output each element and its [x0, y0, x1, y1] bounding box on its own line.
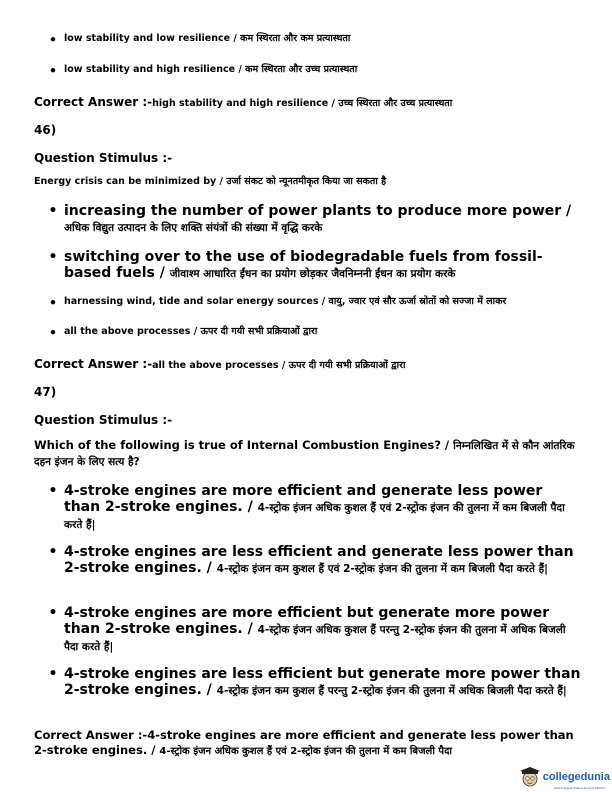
question-stimulus-label: Question Stimulus :- — [34, 413, 173, 427]
q47-option-2 — [64, 544, 582, 577]
option-en: 4-stroke engines are more efficient and generate less power than 2-stroke engines. / — [64, 483, 543, 515]
question-number: 46) — [34, 123, 57, 137]
correct-answer-text: all the above processes / ऊपर दी गयी सभी प्रक्रियाओं द्वारा — [152, 360, 406, 371]
question-stimulus — [34, 438, 584, 470]
logo-brand-text: collegedunia — [542, 771, 610, 783]
bullet: • — [49, 63, 57, 78]
option-hi: अधिक विद्युत उत्पादन के लिए शक्ति संयंत्रों की संख्या में वृद्धि करके — [64, 222, 323, 234]
q46-option-2 — [64, 249, 582, 282]
q46-option-1 — [64, 203, 582, 236]
q47-option-3 — [64, 605, 582, 655]
option-en: 4-stroke engines are less efficient but generate more power than 2-stroke engines. / — [64, 666, 581, 698]
bullet: • — [48, 666, 58, 682]
correct-answer-hi: 4-स्ट्रोक इंजन अधिक कुशल हैं एवं 2-स्ट्रोक इंजन की तुलना में कम बिजली पैदा — [159, 746, 452, 757]
question-number: 47) — [34, 385, 57, 399]
graduate-mascot-icon — [519, 766, 541, 788]
question-stimulus: Energy crisis can be minimized by / उर्जा संकट को न्यूनतमीकृत किया जा सकता है — [34, 176, 387, 187]
bullet: • — [48, 605, 58, 621]
logo-tagline: India's largest Student Review Platform — [553, 786, 606, 790]
correct-answer-label: Correct Answer :- — [34, 95, 153, 109]
bullet: • — [48, 203, 58, 219]
stimulus-en: Which of the following is true of Internal Combustion Engines? / — [34, 438, 450, 452]
option-en: increasing the number of power plants to produce more power / — [64, 203, 572, 219]
correct-answer-label: Correct Answer :- — [34, 728, 148, 742]
option-en: 4-stroke engines are less efficient and generate less power than 2-stroke engines. / — [64, 544, 574, 576]
question-stimulus-label: Question Stimulus :- — [34, 151, 173, 165]
bullet: • — [48, 249, 58, 265]
option-hi: 4-स्ट्रोक इंजन कम कुशल हैं परन्तु 2-स्ट्रोक इंजन की तुलना में अधिक बिजली पैदा करते हैं| — [216, 685, 567, 697]
option-hi: जीवाश्म आधारित ईंधन का प्रयोग छोड़कर जैवनिम्ननी ईंधन का प्रयोग करके — [169, 268, 456, 280]
bullet: • — [48, 483, 58, 499]
stimulus-hi: निम्नलिखित में से कौन आंतरिक दहन इंजन के लिए सत्य है? — [34, 440, 575, 468]
q45-correct-answer — [34, 91, 584, 110]
q47-correct-answer — [34, 728, 584, 759]
correct-answer-en: 4-stroke engines are more efficient and generate less power than 2-stroke engines. / — [34, 728, 574, 757]
correct-answer-label: Correct Answer :- — [34, 357, 153, 371]
q46-option-3: harnessing wind, tide and solar energy sources / वायु, ज्वार एवं सौर ऊर्जा स्रोतों को सज्जा में लाकर — [64, 296, 507, 307]
option-en: switching over to the use of biodegradable fuels from fossil-based fuels / — [64, 249, 543, 281]
q46-option-4: all the above processes / ऊपर दी गयी सभी प्रक्रियाओं द्वारा — [64, 326, 318, 337]
bullet: • — [49, 32, 57, 47]
q45-option-3: low stability and low resilience / कम स्थिरता और कम प्रत्यास्थता — [64, 33, 351, 44]
option-hi: 4-स्ट्रोक इंजन अधिक कुशल हैं एवं 2-स्ट्रोक इंजन की तुलना में कम बिजली पैदा करते हैं| — [64, 502, 565, 531]
option-hi: 4-स्ट्रोक इंजन कम कुशल हैं एवं 2-स्ट्रोक इंजन की तुलना में कम बिजली पैदा करते हैं| — [216, 563, 548, 575]
collegedunia-logo — [519, 766, 610, 788]
q46-correct-answer — [34, 353, 584, 372]
bullet: • — [48, 544, 58, 560]
bullet: • — [49, 325, 57, 340]
q47-option-4 — [64, 666, 582, 699]
q47-option-1 — [64, 483, 582, 533]
bullet: • — [49, 295, 57, 310]
correct-answer-text: high stability and high resilience / उच्च स्थिरता और उच्च प्रत्यास्थता — [152, 98, 453, 109]
q45-option-4: low stability and high resilience / कम स्थिरता और उच्च प्रत्यास्थता — [64, 64, 358, 75]
option-en: 4-stroke engines are more efficient but generate more power than 2-stroke engines. / — [64, 605, 550, 637]
option-hi: 4-स्ट्रोक इंजन अधिक कुशल हैं परन्तु 2-स्ट्रोक इंजन की तुलना में अधिक बिजली पैदा करते हैं| — [64, 624, 566, 653]
